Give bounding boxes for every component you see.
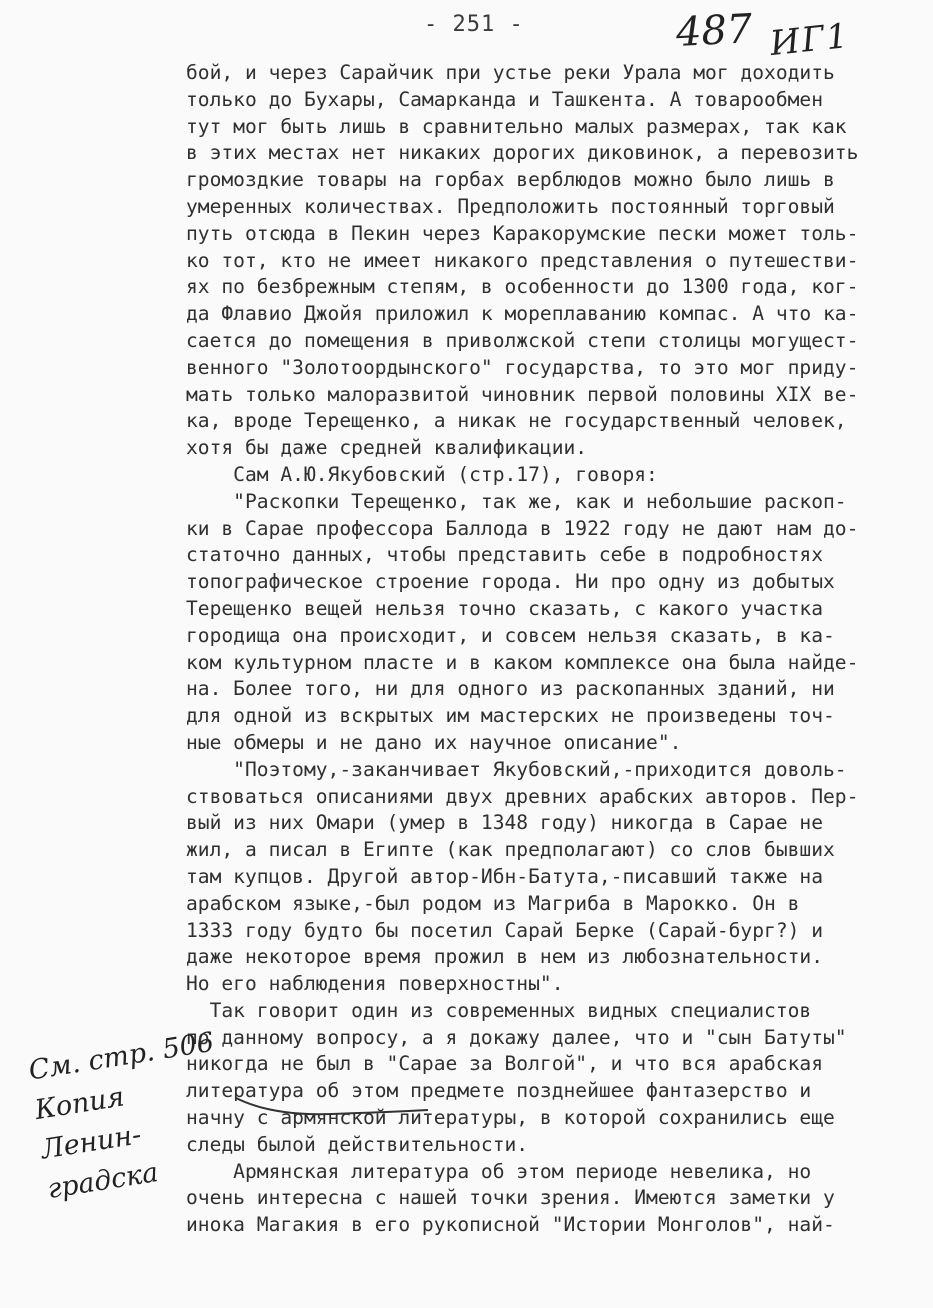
text-line: даже некоторое время прожил в нем из любознательности.	[186, 945, 824, 969]
text-line: литература об этом предмете позднейшее фантазерство и	[186, 1079, 812, 1103]
text-line: да Флавио Джойя приложил к мореплаванию компас. А что ка-	[186, 302, 859, 326]
text-line: очень интересна с нашей точки зрения. Имеются заметки у	[186, 1186, 835, 1210]
text-line: ствоваться описаниями двух древних арабских авторов. Пер-	[186, 784, 859, 808]
text-line: арабском языке,-был родом из Магриба в Марокко. Он в	[186, 891, 800, 915]
text-line: путь отсюда в Пекин через Каракорумские пески может толь-	[186, 221, 859, 245]
text-line: никогда не был в "Сарае за Волгой", и что вся арабская	[186, 1052, 824, 1076]
text-line: Сам А.Ю.Якубовский (стр.17), говоря:	[186, 462, 658, 486]
text-line: статочно данных, чтобы представить себе в подробностях	[186, 543, 824, 567]
text-line: жил, а писал в Египте (как предполагают) со слов бывших	[186, 838, 835, 862]
text-line: "Поэтому,-заканчивает Якубовский,-приходится доволь-	[186, 757, 847, 781]
text-line: 1333 году будто бы посетил Сарай Берке (Сарай-бург?) и	[186, 918, 824, 942]
text-line: Но его наблюдения поверхностны".	[186, 972, 564, 996]
text-line: Терещенко вещей нельзя точно сказать, с какого участка	[186, 596, 824, 620]
text-line: бой, и через Сарайчик при устье реки Урала мог доходить	[186, 61, 835, 84]
text-line: на. Более того, ни для одного из раскопанных зданий, ни	[186, 677, 835, 701]
margin-note-line: градска	[45, 1157, 161, 1206]
typed-body-text	[186, 60, 931, 1239]
text-line: мать только малоразвитой чиновник первой половины XIX ве-	[186, 382, 859, 406]
text-line: ко тот, кто не имеет никакого представления о путешестви-	[186, 248, 859, 272]
text-line: для одной из вскрытых им мастерских не произведены точ-	[186, 704, 835, 728]
text-line: сается до помещения в приволжской степи столицы могущест-	[186, 328, 859, 352]
archive-mark-handwritten-2: ИГ1	[768, 15, 852, 65]
text-line: по данному вопросу, а я докажу далее, что и "сын Батуты"	[186, 1025, 847, 1049]
text-line: громоздкие товары на горбах верблюдов можно было лишь в	[186, 168, 835, 192]
text-line: инока Магакия в его рукописной "Истории Монголов", най-	[186, 1213, 835, 1237]
text-line: вый из них Омари (умер в 1348 году) никогда в Сарае не	[186, 811, 824, 835]
text-line: Так говорит один из современных видных специалистов	[186, 998, 812, 1022]
text-line: ях по безбрежным степям, в особенности до 1300 года, ког-	[186, 275, 859, 299]
text-line: только до Бухары, Самарканда и Ташкента. А товарообмен	[186, 87, 824, 111]
text-line: начну с армянской литературы, в которой сохранились еще	[186, 1106, 835, 1130]
text-line: тут мог быть лишь в сравнительно малых размерах, так как	[186, 114, 847, 138]
text-line: ком культурном пласте и в каком комплексе она была найде-	[186, 650, 859, 674]
text-line: городища она происходит, и совсем нельзя сказать, в ка-	[186, 623, 835, 647]
text-line: там купцов. Другой автор-Ибн-Батута,-писавший также на	[186, 864, 824, 888]
text-line: ка, вроде Терещенко, а никак не государственный человек,	[186, 409, 847, 433]
text-line: следы былой действительности.	[186, 1132, 529, 1156]
page-number: - 251 -	[424, 12, 524, 37]
margin-note-line: Ленин-	[39, 1119, 144, 1166]
text-line: в этих местах нет никаких дорогих диковинок, а перевозить	[186, 141, 859, 165]
text-line: умеренных количествах. Предположить постоянный торговый	[186, 194, 835, 218]
text-line: венного "Золотоордынского" государства, то это мог приду-	[186, 355, 859, 379]
margin-note-line: См. стр. 506	[26, 1026, 217, 1087]
text-line: ки в Сарае профессора Баллода в 1922 году не дают нам до-	[186, 516, 859, 540]
archive-mark-handwritten: 487	[674, 6, 754, 56]
text-line: топографическое строение города. Ни про одну из добытых	[186, 570, 835, 594]
text-line: "Раскопки Терещенко, так же, как и небольшие раскоп-	[186, 489, 847, 513]
text-line: хотя бы даже средней квалификации.	[186, 436, 588, 460]
text-line: Армянская литература об этом периоде невелика, но	[186, 1159, 812, 1183]
text-line: ные обмеры и не дано их научное описание".	[186, 730, 682, 754]
margin-note-line: Копия	[32, 1081, 127, 1127]
